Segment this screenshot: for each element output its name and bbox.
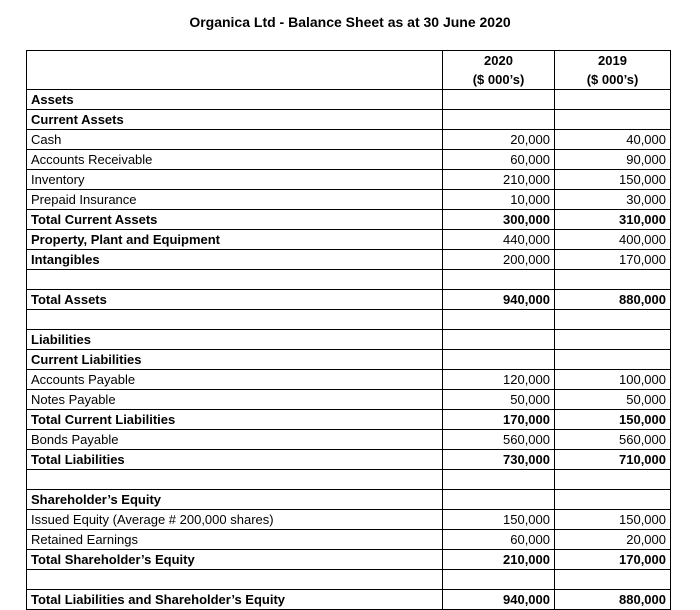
spacer-row: [27, 470, 671, 490]
value-2019: [555, 110, 671, 130]
value-2020: 940,000: [443, 290, 555, 310]
table-row: [27, 290, 671, 310]
value-2020: 120,000: [443, 370, 555, 390]
row-label: Notes Payable: [27, 390, 443, 410]
value-2019: [555, 350, 671, 370]
value-2020: 170,000: [443, 410, 555, 430]
table-row: [27, 490, 671, 510]
value-2020: 60,000: [443, 530, 555, 550]
spacer-cell: [27, 310, 443, 330]
value-2020: 300,000: [443, 210, 555, 230]
row-label: Property, Plant and Equipment: [27, 230, 443, 250]
column-year-2020: 2020: [484, 53, 513, 68]
row-label: Cash: [27, 130, 443, 150]
value-2020: 210,000: [443, 170, 555, 190]
value-2019: [555, 90, 671, 110]
value-2020: 440,000: [443, 230, 555, 250]
value-2019: 20,000: [555, 530, 671, 550]
row-label: Liabilities: [27, 330, 443, 350]
value-2019: 150,000: [555, 170, 671, 190]
value-2019: 30,000: [555, 190, 671, 210]
value-2020: [443, 330, 555, 350]
column-header-2020: [443, 51, 555, 90]
table-row: [27, 350, 671, 370]
value-2019: 150,000: [555, 510, 671, 530]
value-2020: 50,000: [443, 390, 555, 410]
row-label: Total Liabilities: [27, 450, 443, 470]
value-2019: 50,000: [555, 390, 671, 410]
spacer-cell: [555, 570, 671, 590]
table-row: [27, 230, 671, 250]
value-2019: 880,000: [555, 590, 671, 610]
spacer-cell: [555, 270, 671, 290]
value-2020: [443, 490, 555, 510]
row-label: Total Shareholder’s Equity: [27, 550, 443, 570]
column-year-2019: 2019: [598, 53, 627, 68]
balance-sheet-table: [26, 50, 671, 610]
value-2020: 200,000: [443, 250, 555, 270]
page-title: Organica Ltd - Balance Sheet as at 30 June 2020: [189, 14, 511, 30]
value-2020: 60,000: [443, 150, 555, 170]
table-row: [27, 330, 671, 350]
spacer-row: [27, 570, 671, 590]
value-2019: 150,000: [555, 410, 671, 430]
table-row: [27, 210, 671, 230]
row-label: Total Liabilities and Shareholder’s Equity: [27, 590, 443, 610]
table-row: [27, 190, 671, 210]
column-unit-2020: ($ 000’s): [472, 72, 525, 87]
spacer-cell: [443, 270, 555, 290]
spacer-row: [27, 310, 671, 330]
column-header-2019: [555, 51, 671, 90]
spacer-cell: [443, 310, 555, 330]
spacer-cell: [27, 570, 443, 590]
table-row: [27, 550, 671, 570]
table-row: [27, 150, 671, 170]
value-2019: [555, 330, 671, 350]
table-row: [27, 450, 671, 470]
row-label: Issued Equity (Average # 200,000 shares): [27, 510, 443, 530]
value-2020: [443, 90, 555, 110]
table-row: [27, 250, 671, 270]
value-2020: 210,000: [443, 550, 555, 570]
value-2019: 170,000: [555, 250, 671, 270]
row-label: Accounts Payable: [27, 370, 443, 390]
table-row: [27, 110, 671, 130]
table-row: [27, 530, 671, 550]
value-2019: 100,000: [555, 370, 671, 390]
table-row: [27, 410, 671, 430]
row-label: Inventory: [27, 170, 443, 190]
value-2019: 170,000: [555, 550, 671, 570]
value-2020: 730,000: [443, 450, 555, 470]
table-row: [27, 170, 671, 190]
row-label: Shareholder’s Equity: [27, 490, 443, 510]
table-row: [27, 390, 671, 410]
header-label-cell: [27, 51, 443, 90]
table-row: [27, 510, 671, 530]
value-2020: [443, 110, 555, 130]
value-2019: 560,000: [555, 430, 671, 450]
table-row: [27, 130, 671, 150]
row-label: Total Current Liabilities: [27, 410, 443, 430]
row-label: Current Assets: [27, 110, 443, 130]
spacer-cell: [27, 270, 443, 290]
value-2020: 560,000: [443, 430, 555, 450]
value-2020: 150,000: [443, 510, 555, 530]
value-2019: 40,000: [555, 130, 671, 150]
value-2019: 400,000: [555, 230, 671, 250]
row-label: Total Current Assets: [27, 210, 443, 230]
column-unit-2019: ($ 000’s): [586, 72, 639, 87]
value-2020: 20,000: [443, 130, 555, 150]
value-2020: [443, 350, 555, 370]
spacer-cell: [27, 470, 443, 490]
value-2019: 90,000: [555, 150, 671, 170]
spacer-cell: [443, 470, 555, 490]
value-2020: 10,000: [443, 190, 555, 210]
spacer-row: [27, 270, 671, 290]
row-label: Assets: [27, 90, 443, 110]
table-row: [27, 370, 671, 390]
row-label: Retained Earnings: [27, 530, 443, 550]
table-row: [27, 430, 671, 450]
table-row: [27, 90, 671, 110]
row-label: Total Assets: [27, 290, 443, 310]
value-2019: 310,000: [555, 210, 671, 230]
row-label: Current Liabilities: [27, 350, 443, 370]
spacer-cell: [555, 470, 671, 490]
value-2020: 940,000: [443, 590, 555, 610]
value-2019: 880,000: [555, 290, 671, 310]
row-label: Bonds Payable: [27, 430, 443, 450]
value-2019: 710,000: [555, 450, 671, 470]
row-label: Accounts Receivable: [27, 150, 443, 170]
spacer-cell: [555, 310, 671, 330]
value-2019: [555, 490, 671, 510]
header-row: [27, 51, 671, 90]
spacer-cell: [443, 570, 555, 590]
row-label: Prepaid Insurance: [27, 190, 443, 210]
row-label: Intangibles: [27, 250, 443, 270]
